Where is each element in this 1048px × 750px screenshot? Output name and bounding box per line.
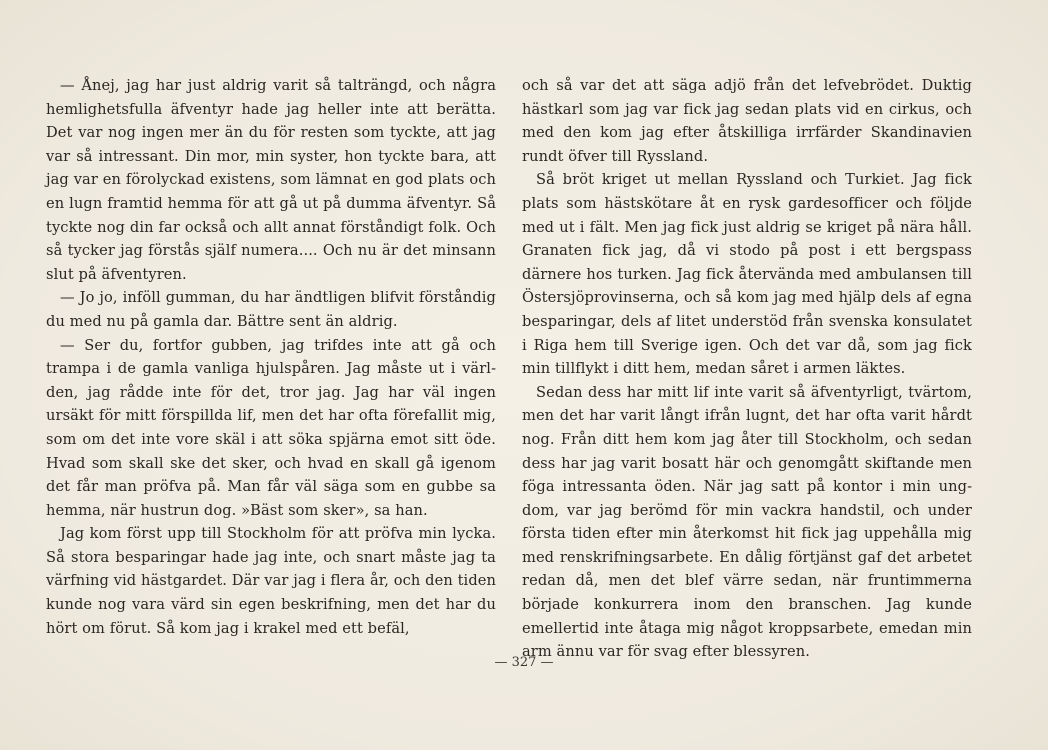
right-text-column: [522, 74, 972, 664]
page-number: — 327 —: [494, 655, 554, 670]
paragraph: och så var det att säga adjö från det lefvebrödet. Duktig hästkarl som jag var fick jag sedan plats vid en cirkus, och med den kom jag efter åtskilliga irrfärder Skandinavien rundt öfver till Ryssland.: [522, 77, 972, 165]
paragraph: — Jo jo, inföll gumman, du har ändtligen blifvit förståndig du med nu på gamla dar. Bättre sent än aldrig.: [46, 289, 496, 330]
paragraph: — Ser du, fortfor gubben, jag trifdes inte att gå och trampa i de gamla vanliga hjulspåren. Jag måste ut i världen, jag rådde inte för det, tror jag. Jag har väl ingen ursäkt för mitt förspillda lif, men det har ofta förefallit mig, som om det inte vore skäl i att söka spjärna emot sitt öde. Hvad som skall ske det sker, och hvad en skall gå igenom det får man pröfva på. Man får väl säga som en gubbe sa hemma, när hustrun dog. »Bäst som sker», sa han.: [46, 336, 496, 519]
paragraph: — Ånej, jag har just aldrig varit så talträngd, och några hemlighetsfulla äfventyr hade jag heller inte att berätta. Det var nog ingen mer än du för resten som tyckte, att jag var så intressant. Din mor, min syster, hon tyckte bara, att jag var en förolyckad existens, som lämnat en god plats och en lugn framtid hemma för att gå ut på dumma äfventyr. Så tyckte nog din far också och allt annat förståndigt folk. Och så tycker jag förstås själf numera.... Och nu är det minsann slut på äfventyren.: [46, 77, 496, 283]
paragraph: Jag kom först upp till Stockholm för att pröfva min lycka. Så stora besparingar hade jag inte, och snart måste jag ta värfning vid hästgardet. Där var jag i flera år, och den tiden kunde nog vara värd sin egen beskrifning, men det har du hört om förut. Så kom jag i krakel med ett befäl,: [46, 525, 496, 637]
paragraph: Sedan dess har mitt lif inte varit så äfventyrligt, tvärtom, men det har varit långt ifrån lugnt, det har ofta varit hårdt nog. Från ditt hem kom jag åter till Stockholm, och sedan dess har jag varit bosatt här och genomgått skiftande men föga intressanta öden. När jag satt på kontor i min ungdom, var jag berömd för min vackra handstil, och under första tiden efter min återkomst hit fick jag uppehålla mig med renskrifningsarbete. En dålig förtjänst gaf det arbetet redan då, men det blef värre sedan, när fruntimmerna började konkurrera inom den branschen. Jag kunde emellertid inte åtaga mig något kroppsarbete, emedan min arm ännu var för svag efter blessyren.: [522, 383, 972, 661]
paragraph: Så bröt kriget ut mellan Ryssland och Turkiet. Jag fick plats som hästskötare åt en rysk gardesofficer och följde med ut i fält. Men jag fick just aldrig se kriget på nära håll. Granaten fick jag, då vi stodo på post i ett bergspass därnere hos turken. Jag fick återvända med ambulansen till Östersjöprovinserna, och så kom jag med hjälp dels af egna besparingar, dels af litet understöd från svenska konsulatet i Riga hem till Sverige igen. Och det var då, som jag fick min tillflykt i ditt hem, medan såret i armen läktes.: [522, 171, 972, 378]
left-text-column: [46, 74, 496, 640]
